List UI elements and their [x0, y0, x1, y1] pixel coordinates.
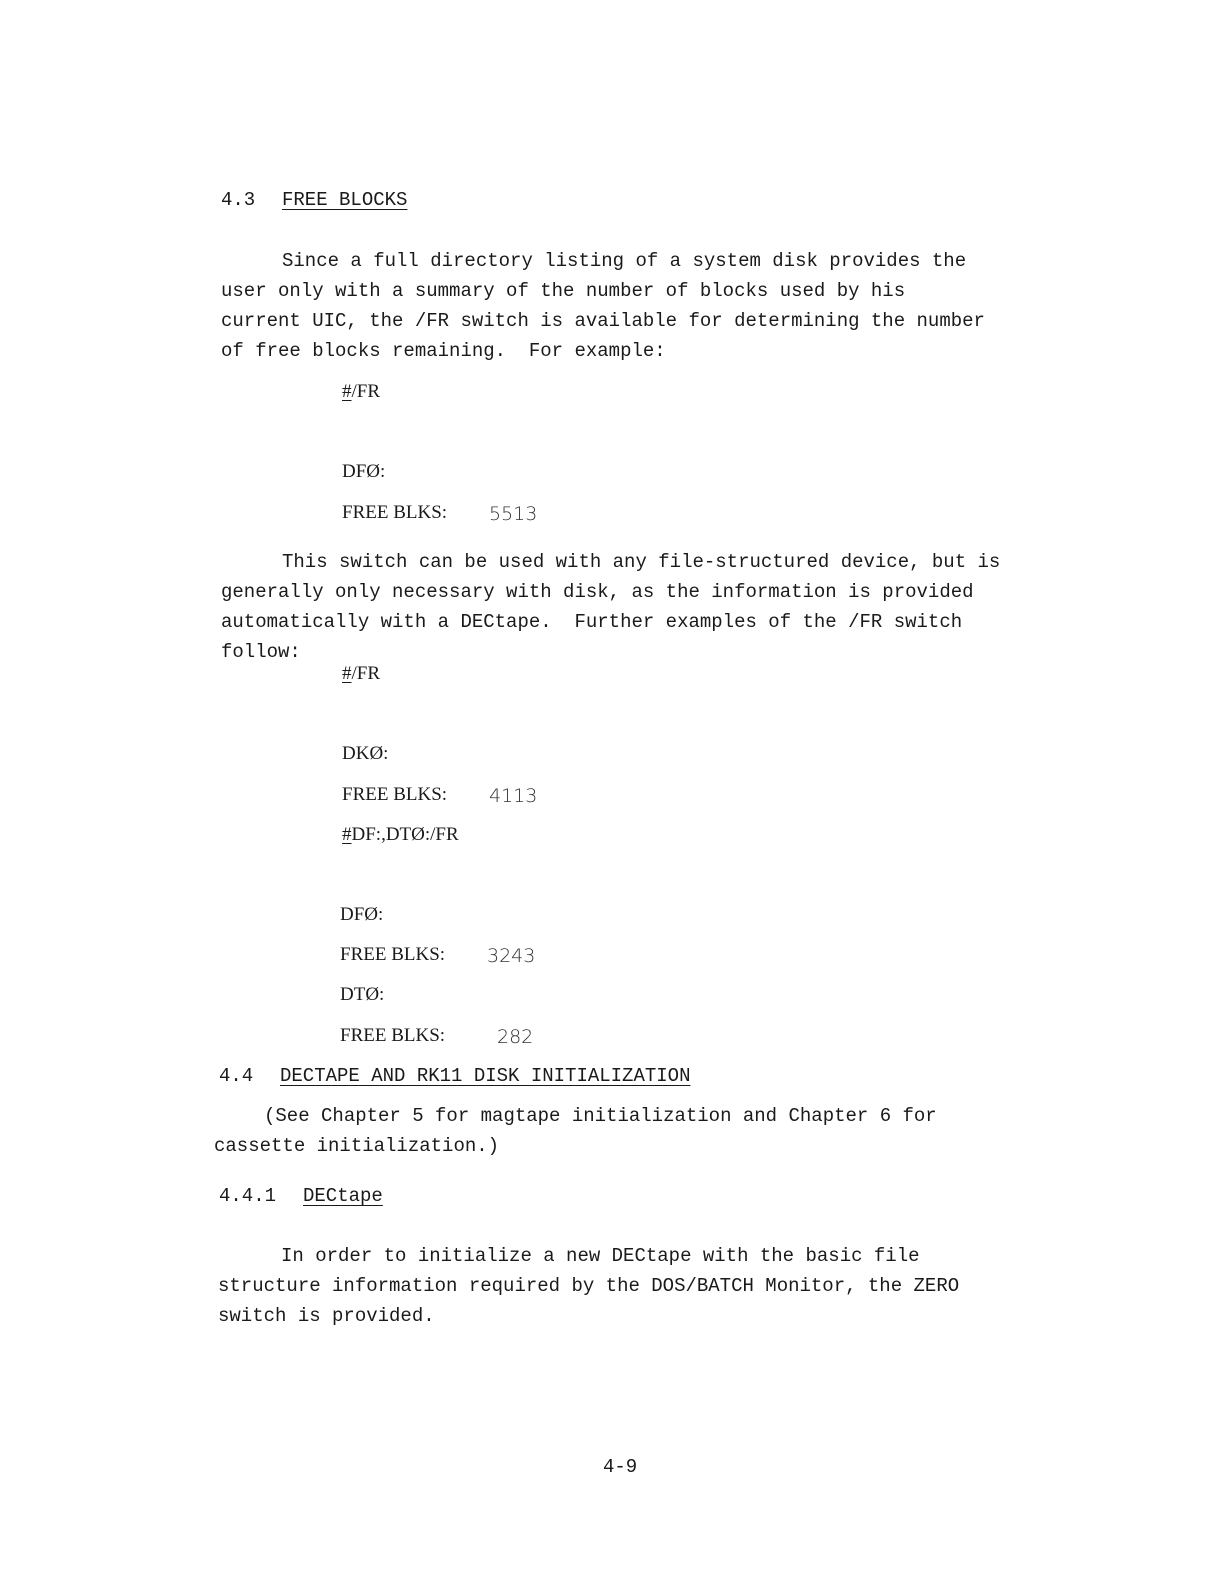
- paragraph-line: current UIC, the /FR switch is available for determining the number: [221, 310, 985, 332]
- device-name: DFØ:: [342, 461, 386, 482]
- free-blocks-value: 282: [497, 1026, 534, 1048]
- section-number-4-4-1: 4.4.1: [219, 1185, 277, 1207]
- section-title-dectape: DECtape: [303, 1185, 383, 1207]
- section-number-4-3: 4.3: [221, 189, 256, 211]
- code-command-line: [342, 823, 459, 847]
- paragraph-line: structure information required by the DOS/BATCH Monitor, the ZERO: [218, 1275, 960, 1297]
- command-text: DF:,DTØ:/FR: [351, 824, 459, 845]
- device-name: DKØ:: [342, 743, 389, 764]
- prompt-symbol: #: [342, 824, 352, 845]
- prompt-symbol: #: [342, 663, 352, 684]
- paragraph-line: generally only necessary with disk, as the information is provided: [221, 581, 974, 603]
- command-text: /FR: [351, 381, 381, 402]
- section-title-free-blocks: FREE BLOCKS: [282, 189, 408, 211]
- paragraph-line: Since a full directory listing of a system disk provides the: [282, 250, 967, 272]
- code-command-line: [342, 380, 380, 404]
- free-blocks-label: FREE BLKS:: [340, 1025, 446, 1046]
- device-name: DTØ:: [340, 984, 385, 1005]
- code-command-line: [342, 662, 380, 686]
- free-blocks-label: FREE BLKS:: [340, 944, 446, 965]
- device-name: DFØ:: [340, 904, 384, 925]
- paragraph-line: This switch can be used with any file-structured device, but is: [282, 551, 1001, 573]
- paragraph-line: cassette initialization.): [214, 1135, 500, 1157]
- paragraph-line: In order to initialize a new DECtape with the basic file: [281, 1245, 920, 1267]
- paragraph-line: switch is provided.: [218, 1305, 435, 1327]
- page-number: 4-9: [603, 1456, 638, 1478]
- paragraph-line: (See Chapter 5 for magtape initialization and Chapter 6 for: [264, 1105, 937, 1127]
- paragraph-line: automatically with a DECtape. Further examples of the /FR switch: [221, 611, 963, 633]
- prompt-symbol: #: [342, 381, 352, 402]
- free-blocks-label: FREE BLKS:: [342, 502, 448, 523]
- free-blocks-label: FREE BLKS:: [342, 784, 448, 805]
- free-blocks-value: 5513: [489, 503, 538, 525]
- command-text: /FR: [351, 663, 381, 684]
- free-blocks-value: 3243: [487, 945, 536, 967]
- paragraph-line: of free blocks remaining. For example:: [221, 340, 666, 362]
- section-title-dectape-rk11: DECTAPE AND RK11 DISK INITIALIZATION: [280, 1065, 691, 1087]
- free-blocks-value: 4113: [489, 785, 538, 807]
- paragraph-line: follow:: [221, 641, 301, 663]
- paragraph-line: user only with a summary of the number of blocks used by his: [221, 280, 906, 302]
- section-number-4-4: 4.4: [219, 1065, 254, 1087]
